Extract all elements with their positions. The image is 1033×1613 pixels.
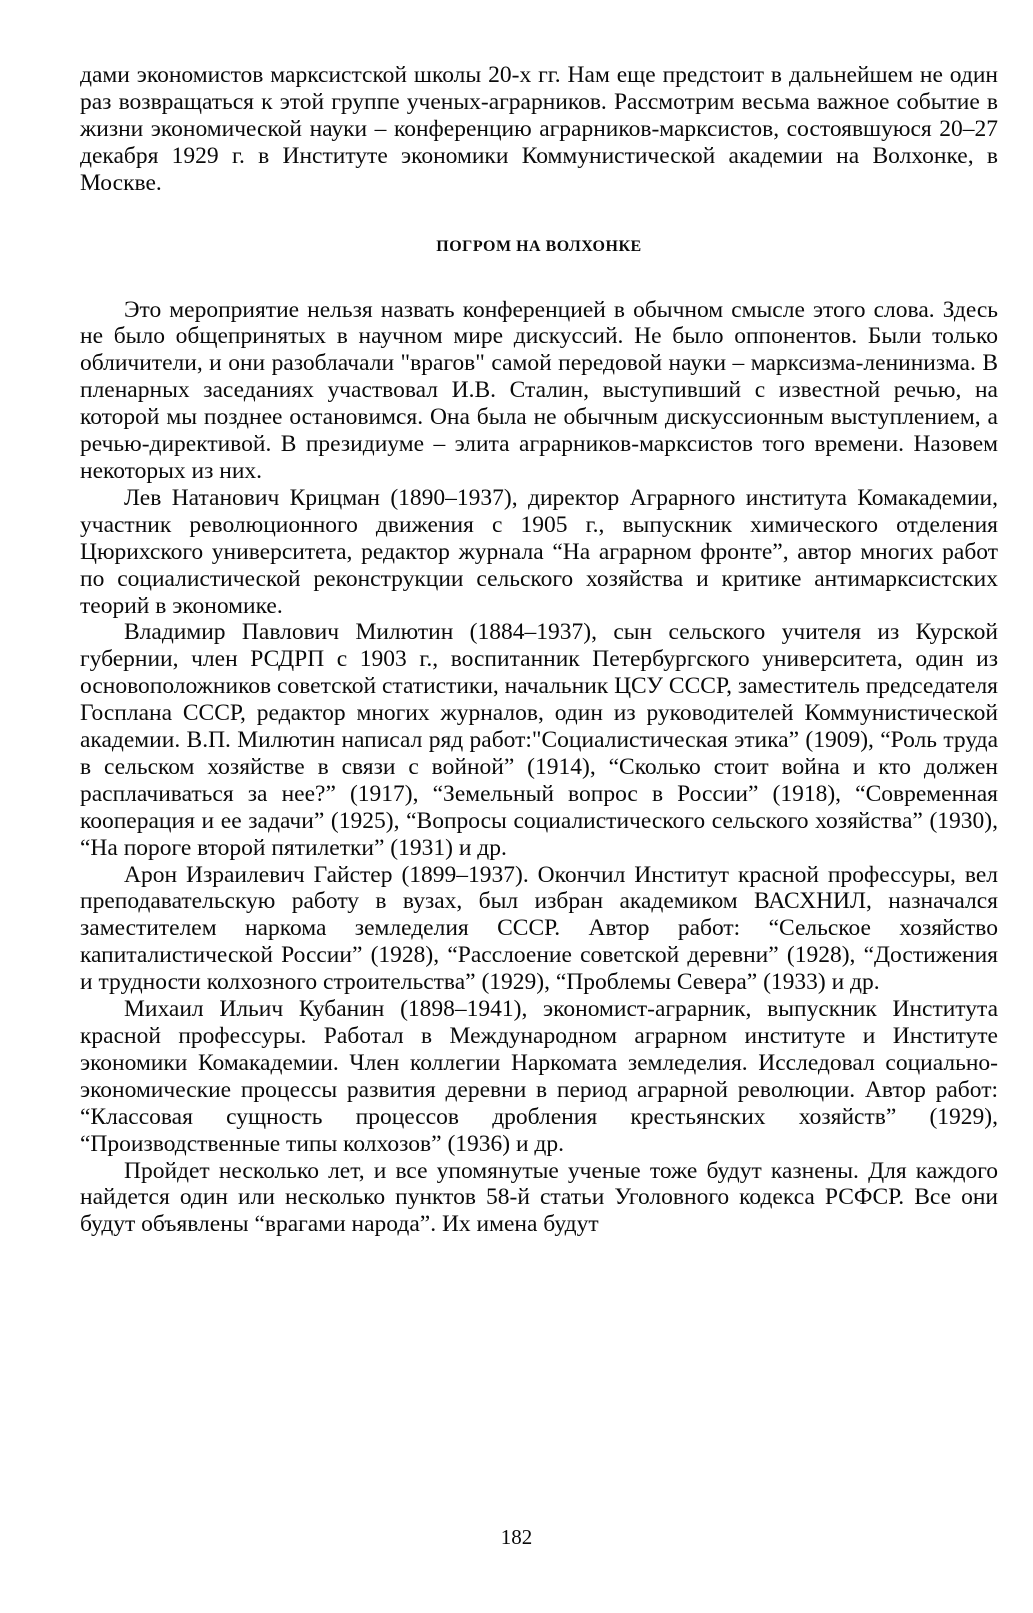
intro-paragraph: дами экономистов марксистской школы 20-х гг. Нам еще предстоит в дальнейшем не один раз возвращаться к этой группе ученых-аграрников. Рассмотрим весьма важное событие в жизни экономической науки – конференцию аграрников-марксистов, состоявшуюся 20–27 декабря 1929 г. в Институте экономики Коммунистической академии на Волхонке, в Москве.: [80, 62, 998, 196]
paragraph-kritsman: Лев Натанович Крицман (1890–1937), директор Аграрного института Комакадемии, участник революционного движения с 1905 г., выпускник химического отделения Цюрихского университета, редактор журнала “На аграрном фронте”, автор многих работ по социалистической реконструкции сельского хозяйства и критике антимарксистских теорий в экономике.: [80, 484, 998, 619]
paragraph-kubanin: Михаил Ильич Кубанин (1898–1941), экономист-аграрник, выпускник Института красной профессуры. Работал в Международном аграрном институте и Институте экономики Комакадемии. Член коллегии Наркомата земледелия. Исследовал социально-экономические процессы развития деревни в период аграрной революции. Автор работ: “Классовая сущность процессов дробления крестьянских хозяйств” (1929), “Производственные типы колхозов” (1936) и др.: [80, 996, 998, 1157]
paragraph-conclusion: Пройдет несколько лет, и все упомянутые ученые тоже будут казнены. Для каждого найдется один или несколько пунктов 58-й статьи Уголовного кодекса РСФСР. Все они будут объявлены “врагами народа”. Их имена будут: [80, 1157, 998, 1238]
paragraph-gaister: Арон Израилевич Гайстер (1899–1937). Окончил Институт красной профессуры, вел преподавательскую работу в вузах, был избран академиком ВАСХНИЛ, назначался заместителем наркома земледелия СССР. Автор работ: “Сельское хозяйство капиталистической России” (1928), “Расслоение советской деревни” (1928), “Достижения и трудности колхозного строительства” (1929), “Проблемы Севера” (1933) и др.: [80, 861, 998, 996]
page-number: 182: [500, 1525, 533, 1549]
paragraph-event: Это мероприятие нельзя назвать конференцией в обычном смысле этого слова. Здесь не было общепринятых в научном мире дискуссий. Не было оппонентов. Были только обличители, и они разоблачали "врагов" самой передовой науки – марксизма-ленинизма. В пленарных заседаниях участвовал И.В. Сталин, выступивший с известной речью, на которой мы позднее остановимся. Она была не обычным дискуссионным выступлением, а речью-директивой. В президиуме – элита аграрников-марксистов того времени. Назовем некоторых из них.: [80, 296, 998, 484]
paragraph-milyutin: Владимир Павлович Милютин (1884–1937), сын сельского учителя из Курской губернии, член РСДРП с 1903 г., воспитанник Петербургского университета, один из основоположников советской статистики, начальник ЦСУ СССР, заместитель председателя Госплана СССР, редактор многих журналов, один из руководителей Коммунистической академии. В.П. Милютин написал ряд работ:"Социалистическая этика” (1909), “Роль труда в сельском хозяйстве в связи с войной” (1914), “Сколько стоит война и кто должен расплачиваться за нее?” (1917), “Земельный вопрос в России” (1918), “Современная кооперация и ее задачи” (1925), “Вопросы социалистического сельского хозяйства” (1930), “На пороге второй пятилетки” (1931) и др.: [80, 619, 998, 861]
section-heading: ПОГРОМ НА ВОЛХОНКЕ: [436, 237, 642, 255]
page-body: [80, 62, 998, 1238]
